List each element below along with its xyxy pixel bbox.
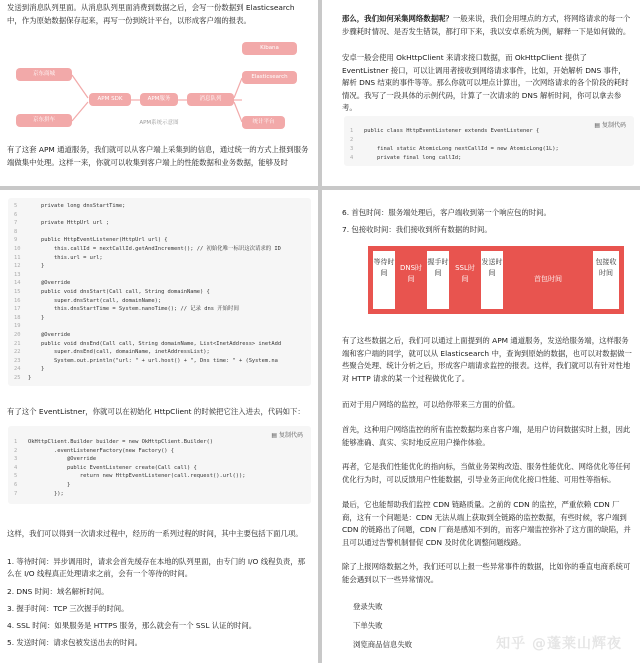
code-line: 3 @Override [14,456,97,463]
code-line: 5 return new HttpEventListener(call.request().url()); [14,473,246,480]
code-line: 1 public class HttpEventListener extends EventListener { [350,128,540,134]
code-line: 11 this.url = url; [14,254,103,261]
node-message-queue: 消息队列 [187,93,234,106]
code-line: 10 this.callId = nextCallId.getAndIncrement(); // 初始化唯一标识这次请求的 ID [14,246,281,252]
value-third: 最后，它也能帮助我们监控 CDN 链路质量。之前的 CDN 的监控，严重依赖 CDN 厂商，这有一个问题是：CDN 无法从端上获取到全链路的监控数据，有些时候，客户端到 CDN 的链路出了问题，CDN 厂商是感知不到的，而客户端监控弥补了这方面的缺陷，并且可以通过告警机制督促 CDN 及时优化调整问题线路。 [342,500,631,547]
code-line: 7 private HttpUrl url ; [14,220,110,227]
panel-bottom-right [322,190,640,663]
exception-event: 下单失败 [353,621,383,630]
node-elasticsearch: Elasticsearch [242,71,297,84]
network-heading-paragraph [342,13,632,38]
panel-top-left [0,0,318,186]
report-paragraph: 有了这些数据之后，我们可以通过上面提到的 APM 通道服务，发送给服务端，这样服务端和客户端的同学，就可以从 Elasticsearch 中，查询到原始的数据，也可以对数据做一些聚合处理、统计分析之后，形成客户端请求监控的报表。这样，我们就可以有针对性地对 HTTP 请求的某一个过程做优化了。 [342,336,632,383]
code-line: 25 } [14,375,32,381]
code-line: 14 @Override [14,280,71,287]
code-line: 2 .eventListenerFactory(new Factory() { [14,447,175,454]
copy-label: 复制代码 [601,122,626,129]
request-timeline [368,246,624,314]
timeline-cell: SSL时间 [455,264,475,283]
code-line: 17 this.dnsStartTime = System.nanoTime(); // 记录 dns 开始时间 [14,306,239,313]
copy-code-button[interactable]: ▤ 复制代码 [594,122,626,129]
code-block-listener [344,116,634,166]
value-intro: 而对于用户网络的监控，可以给你带来三方面的价值。 [342,400,520,409]
timeline-cell: 握手时间 [427,258,449,277]
node-apm-service: APM服务 [140,93,178,106]
code-line: 3 final static AtomicLong nextCallId = new AtomicLong(1L); [350,146,559,152]
list-item: 4. SSL 时间：如果服务是 HTTPS 服务，那么就会有一个 SSL 认证的时间。 [7,621,257,630]
code-line: 12 } [14,263,45,270]
list-item: 3. 握手时间：TCP 三次握手的时间。 [7,604,129,613]
timeline-cell: 发送时间 [481,258,503,277]
code-line: 19 [14,323,21,330]
code-line: 24 } [14,366,45,373]
node-jd-mall: 京东商城 [16,68,72,81]
apm-diagram [0,36,318,126]
code-line: 4 public EventListener create(Call call) { [14,464,197,471]
timeline-cell: 包接收时间 [595,258,617,277]
outro-text: 有了这套 APM 通道服务，我们就可以从客户端上采集到的信息，通过统一的方式上报到服务端做集中处理。这样一来，你就可以收集到客户端上的性能数据和业务数据，能够及时 [7,145,309,167]
code-line: 20 @Override [14,332,71,338]
list-item: 2. DNS 时间：域名解析时间。 [7,587,109,596]
code-block-builder [8,426,311,504]
exception-event: 浏览商品信息失败 [353,640,413,649]
network-intro: 一般来说，我们会用埋点的方式，将网络请求的每一个步骤耗时情况、是否发生错误，都打印下来，我以安卓系统为例，解释一下是如何做的。 [342,14,631,36]
timeline-cell: DNS时间 [399,264,423,283]
okhttp-paragraph: 安卓一般会使用 OkHttpClient 来请求接口数据，而 OkHttpClient 提供了 EventListner 接口，可以让调用者接收到网络请求事件，比如，开始解析 DNS 事件，解析 DNS 结束的事件等等。那么你就可以埋点计算出，一次网络请求的各个阶段的耗时情况。我写了一段具体的示例代码，计算了一次请求的 DNS 解析时间，你可以拿去参考。 [342,53,629,112]
code-line: 6 } [14,482,71,488]
value-first: 首先，这种用户网络监控的所有监控数据均来自客户端，是用户访问数据实时上报，因此能够准确、真实、实时地反应用户操作体验。 [342,425,631,447]
code-line: 6 [14,211,18,218]
code-line: 13 [14,271,21,278]
code-line: 22 super.dnsEnd(call, domainName, inetAddressList); [14,349,210,356]
code-line: 7 }); [14,490,64,497]
code-line: 16 super.dnsStart(call, domainName); [14,297,162,304]
list-item: 5. 发送时间：请求包被发送出去的时间。 [7,638,143,647]
list-item: 6. 首包时间：服务端处理后，客户端收到第一个响应包的时间。 [342,208,551,217]
panel-bottom-left [0,190,318,663]
timeline-cell: 首包时间 [534,275,562,283]
list-item: 1. 等待时间：异步调用时，请求会首先缓存在本地的队列里面，由专门的 I/O 线程负责，那么在 I/O 线程真正处理请求之前，会有一个等待的时间。 [7,557,306,578]
code-block-listener-body [8,198,311,386]
code-line: 18 } [14,314,45,321]
code-line: 15 public void dnsStart(Call call, String domainName) { [14,289,210,295]
code-line: 9 public HttpEventListener(HttpUrl url) { [14,237,168,244]
value-second: 再者，它是我们性能优化的指向标，当做业务架构改造、服务性能优化、网络优化等任何优化行为时，可以反馈用户性能数据，引导业务正向优化接口性能、可用性等指标。 [342,462,631,484]
code-line: 2 [350,137,354,143]
copy-label: 复制代码 [278,432,303,439]
panel-top-right [322,0,640,186]
node-stats-platform: 统计平台 [242,116,285,129]
copy-code-button[interactable]: ▤ 复制代码 [271,432,303,439]
list-item: 7. 包接收时间：我们接收到所有数据的时间。 [342,225,492,234]
node-apm-sdk: APM SDK [89,93,131,106]
network-heading: 那么，我们如何采集网络数据呢？ [342,14,453,23]
exception-event: 登录失败 [353,602,383,611]
diagram-caption: APM系统示意图 [139,120,179,126]
zhihu-watermark: 知乎 @蓬莱山辉夜 [496,636,622,652]
intro-text: 发送到消息队列里面。从消息队列里面消费到数据之后，会写一份数据到 Elasticsearch 中，作为原始数据保存起来，再写一份到统计平台，以形成客户端的报表。 [7,3,295,25]
inject-text: 有了这个 EventListner，你就可以在初始化 HttpClient 的时候把它注入进去，代码如下： [7,407,305,416]
node-jd-carpool: 京东拼车 [16,114,72,127]
code-line: 23 System.out.println("url: " + url.host() + ", Dns time: " + (System.na [14,357,278,364]
timeline-cell: 等待时间 [373,258,395,277]
code-line: 4 private final long callId; [350,155,462,161]
node-kibana: Kibana [242,42,297,55]
code-line: 1 OkHttpClient.Builder builder = new OkHttpClient.Builder() [14,439,213,445]
code-line: 21 public void dnsEnd(Call call, String domainName, List<InetAddress> inetAdd [14,340,282,347]
phase-intro-text: 这样，我们可以得到一次请求过程中，经历的一系列过程的时间，其中主要包括下面几项。 [7,529,303,538]
exception-intro: 除了上报网络数据之外，我们还可以上报一些异常事件的数据，比如你的垂直电商系统可能会遇到以下一些异常情况。 [342,562,631,584]
code-line: 8 [14,228,18,235]
code-line: 5 private long dnsStartTime; [14,203,126,209]
